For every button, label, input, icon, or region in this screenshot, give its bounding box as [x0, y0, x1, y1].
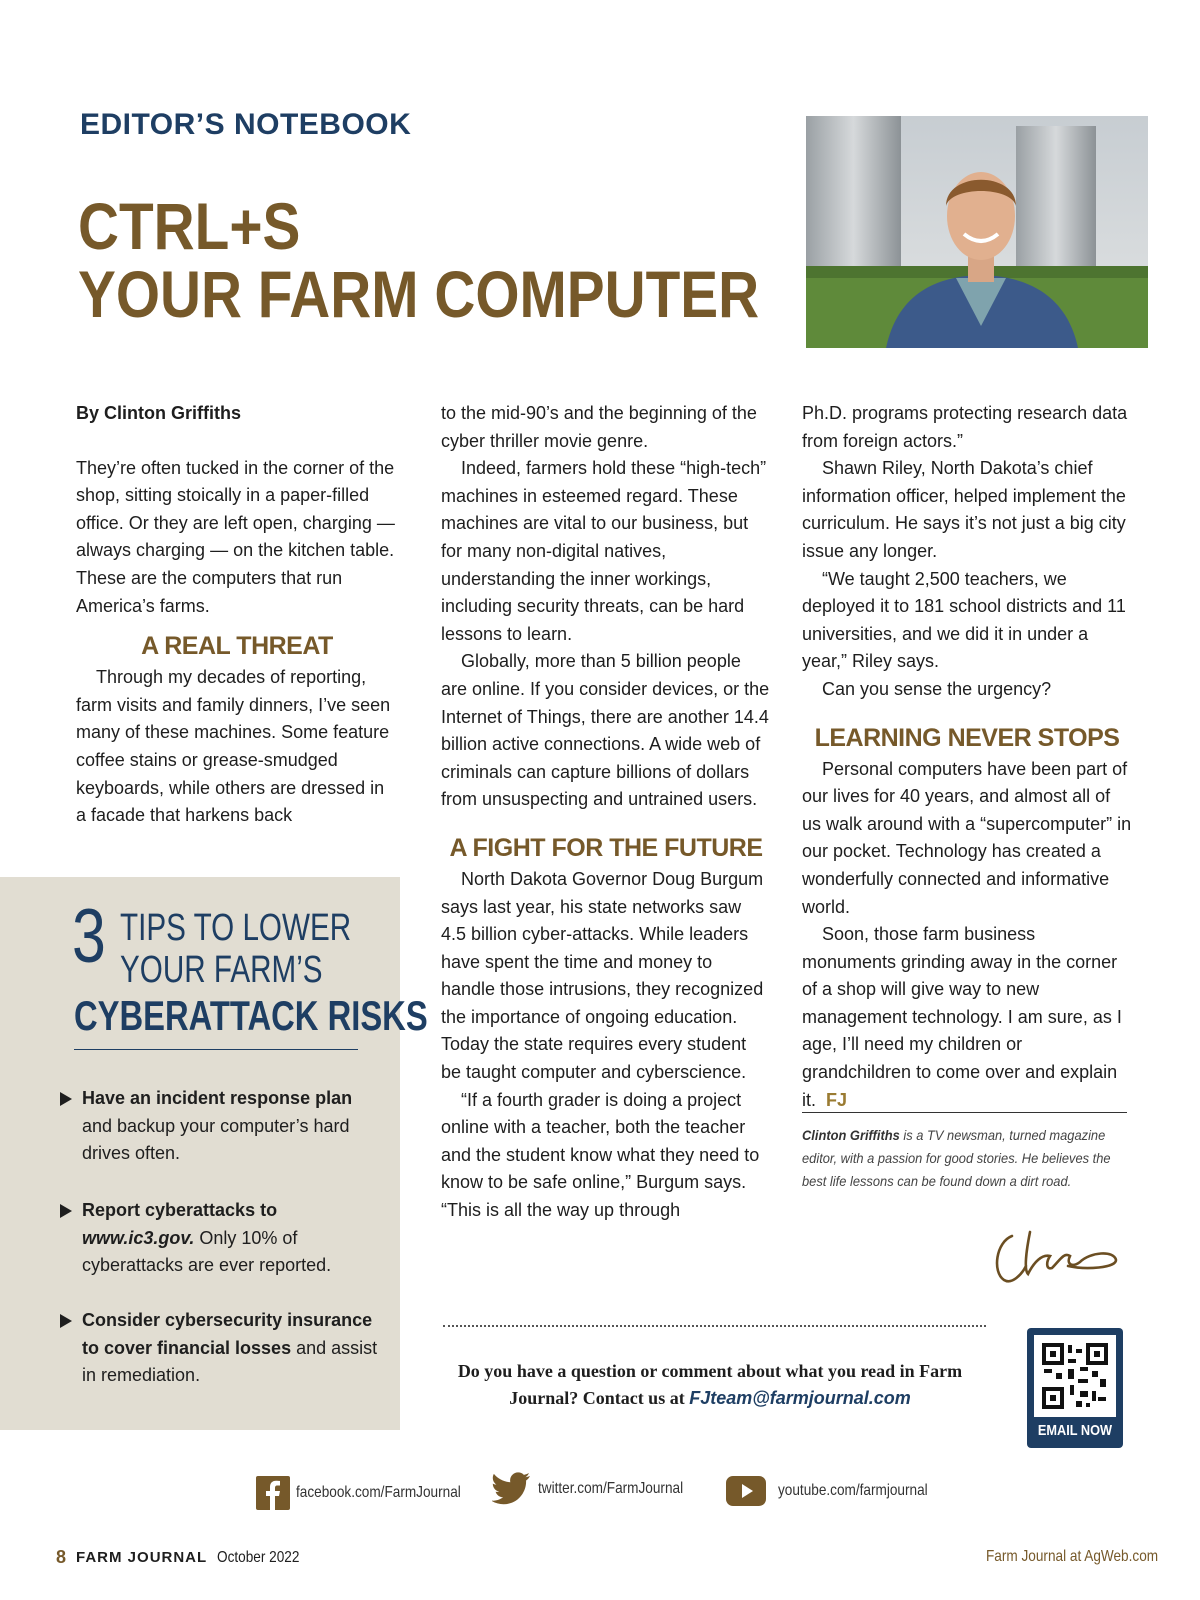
youtube-link-text: youtube.com/farmjournal	[778, 1482, 928, 1499]
bio-text: is a TV newsman, turned magazine editor, with a passion for good stories. He believes the best life lessons can be found down a dirt road.	[802, 1127, 1111, 1189]
subhead-a-fight-for-the-future: A FIGHT FOR THE FUTURE	[449, 833, 763, 862]
dotted-divider	[443, 1325, 986, 1327]
tips-title-line1: TIPS TO LOWER	[120, 907, 352, 949]
issue-date: October 2022	[217, 1548, 300, 1566]
email-now-label: EMAIL NOW	[1037, 1422, 1113, 1439]
tip-text: Only 10% of cyberattacks are ever reported.	[82, 1227, 332, 1276]
social-twitter[interactable]	[492, 1472, 709, 1506]
tip-text: and backup your computer’s hard drives often.	[82, 1115, 350, 1164]
tip-link[interactable]: www.ic3.gov.	[82, 1227, 195, 1248]
paragraph: Can you sense the urgency?	[822, 678, 1052, 699]
facebook-icon	[256, 1476, 290, 1510]
social-facebook[interactable]	[256, 1476, 490, 1510]
author-bio	[802, 1124, 1126, 1193]
paragraph: Shawn Riley, North Dakota’s chief information officer, helped implement the curriculum. He says it’s not just a big city issue any longer.	[802, 458, 1126, 561]
contact-text: Do you have a question or comment about what you read in Farm Journal? Contact us at	[457, 1361, 963, 1408]
page-number: 8	[56, 1547, 67, 1567]
social-youtube[interactable]	[726, 1476, 954, 1506]
footer-right: Farm Journal at AgWeb.com	[986, 1548, 1159, 1565]
tip-text: and assist in remediation.	[82, 1337, 378, 1386]
paragraph	[802, 921, 1132, 1114]
contact-prompt	[450, 1358, 970, 1412]
paragraph: to the mid-90’s and the beginning of the cyber thriller movie genre.	[441, 403, 757, 451]
section-label: EDITOR’S NOTEBOOK	[80, 108, 412, 141]
tip-item	[60, 1197, 380, 1280]
tip-item	[60, 1085, 380, 1168]
signature	[990, 1222, 1120, 1288]
paragraph-text: Soon, those farm business monuments grinding away in the corner of a shop will give way to new management technology. I am sure, as I age, I’ll need my children or grandchildren to come over and explain it.	[802, 924, 1122, 1110]
email-now-qr-button[interactable]	[1027, 1328, 1123, 1448]
tip-bold: Consider cybersecurity insurance to cover financial losses	[82, 1310, 373, 1358]
tip-bold: Report cyberattacks to	[82, 1200, 278, 1220]
article-column-3	[802, 400, 1132, 1114]
tip-bold: Have an incident response plan	[82, 1088, 353, 1108]
paragraph: “If a fourth grader is doing a project online with a teacher, both the teacher and the student know what they need to know to be safe online,” Burgum says. “This is all the way up through	[441, 1089, 760, 1221]
tips-title-line3: CYBERATTACK RISKS	[74, 992, 428, 1039]
triangle-bullet-icon	[60, 1092, 72, 1106]
paragraph: Indeed, farmers hold these “high-tech” machines in esteemed regard. These machines are vital to our business, but for many non-digital natives, understanding the inner workings, including security threats, can be hard lessons to learn.	[441, 458, 767, 644]
headline-line2: YOUR FARM COMPUTER	[78, 257, 760, 331]
tips-number: 3	[72, 894, 106, 979]
paragraph: “We taught 2,500 teachers, we deployed it to 181 school districts and 11 universities, and we did it in under a year,” Riley says.	[802, 568, 1126, 672]
intro-paragraph: They’re often tucked in the corner of the shop, sitting stoically in a paper-filled office. Or they are left open, charging — always charging — on the kitchen table. These are the computers that run America’s farms.	[76, 457, 395, 616]
youtube-icon	[726, 1476, 766, 1506]
contact-email-link[interactable]: FJteam@farmjournal.com	[689, 1388, 911, 1408]
headline-line1: CTRL+S	[78, 189, 301, 263]
paragraph: Personal computers have been part of our lives for 40 years, and almost all of us walk around with a “supercomputer” in our pocket. Technology has created a wonderfully connected and informative world.	[802, 758, 1132, 917]
twitter-icon	[492, 1472, 532, 1506]
headline	[78, 189, 760, 331]
magazine-name: FARM JOURNAL	[76, 1549, 208, 1566]
byline: By Clinton Griffiths	[76, 403, 241, 423]
triangle-bullet-icon	[60, 1204, 72, 1218]
tips-title-line2: YOUR FARM’S	[120, 949, 323, 991]
paragraph: Globally, more than 5 billion people are online. If you consider devices, or the Internet of Things, there are another 14.4 billion active connections. A wide web of criminals can capture billions of dollars from unsuspecting and untrained users.	[441, 651, 770, 810]
tips-sidebar	[0, 877, 428, 1430]
bio-divider	[802, 1112, 1127, 1113]
twitter-link-text: twitter.com/FarmJournal	[538, 1480, 684, 1497]
tip-item	[60, 1307, 380, 1390]
bio-name: Clinton Griffiths	[802, 1127, 900, 1143]
subhead-a-real-threat: A REAL THREAT	[141, 632, 333, 661]
triangle-bullet-icon	[60, 1314, 72, 1328]
article-column-2	[441, 400, 771, 1225]
end-mark-fj: FJ	[826, 1089, 848, 1110]
article-column-1	[76, 400, 398, 830]
paragraph: Ph.D. programs protecting research data from foreign actors.”	[802, 403, 1128, 451]
qr-code-icon	[1034, 1335, 1116, 1417]
footer-left	[56, 1547, 314, 1568]
author-photo	[806, 116, 1148, 348]
facebook-link-text: facebook.com/FarmJournal	[296, 1484, 461, 1501]
paragraph: Through my decades of reporting, farm visits and family dinners, I’ve seen many of these machines. Some feature coffee stains or grease-smudged keyboards, while others are dressed in a facade that harkens back	[76, 667, 391, 826]
tips-divider	[74, 1049, 358, 1050]
subhead-learning-never-stops: LEARNING NEVER STOPS	[814, 723, 1120, 752]
paragraph: North Dakota Governor Doug Burgum says last year, his state networks saw 4.5 billion cyber-attacks. While leaders have spent the time and money to handle those intrusions, they recognized the importance of ongoing education. Today the state requires every student be taught computer and cyberscience.	[441, 868, 764, 1083]
